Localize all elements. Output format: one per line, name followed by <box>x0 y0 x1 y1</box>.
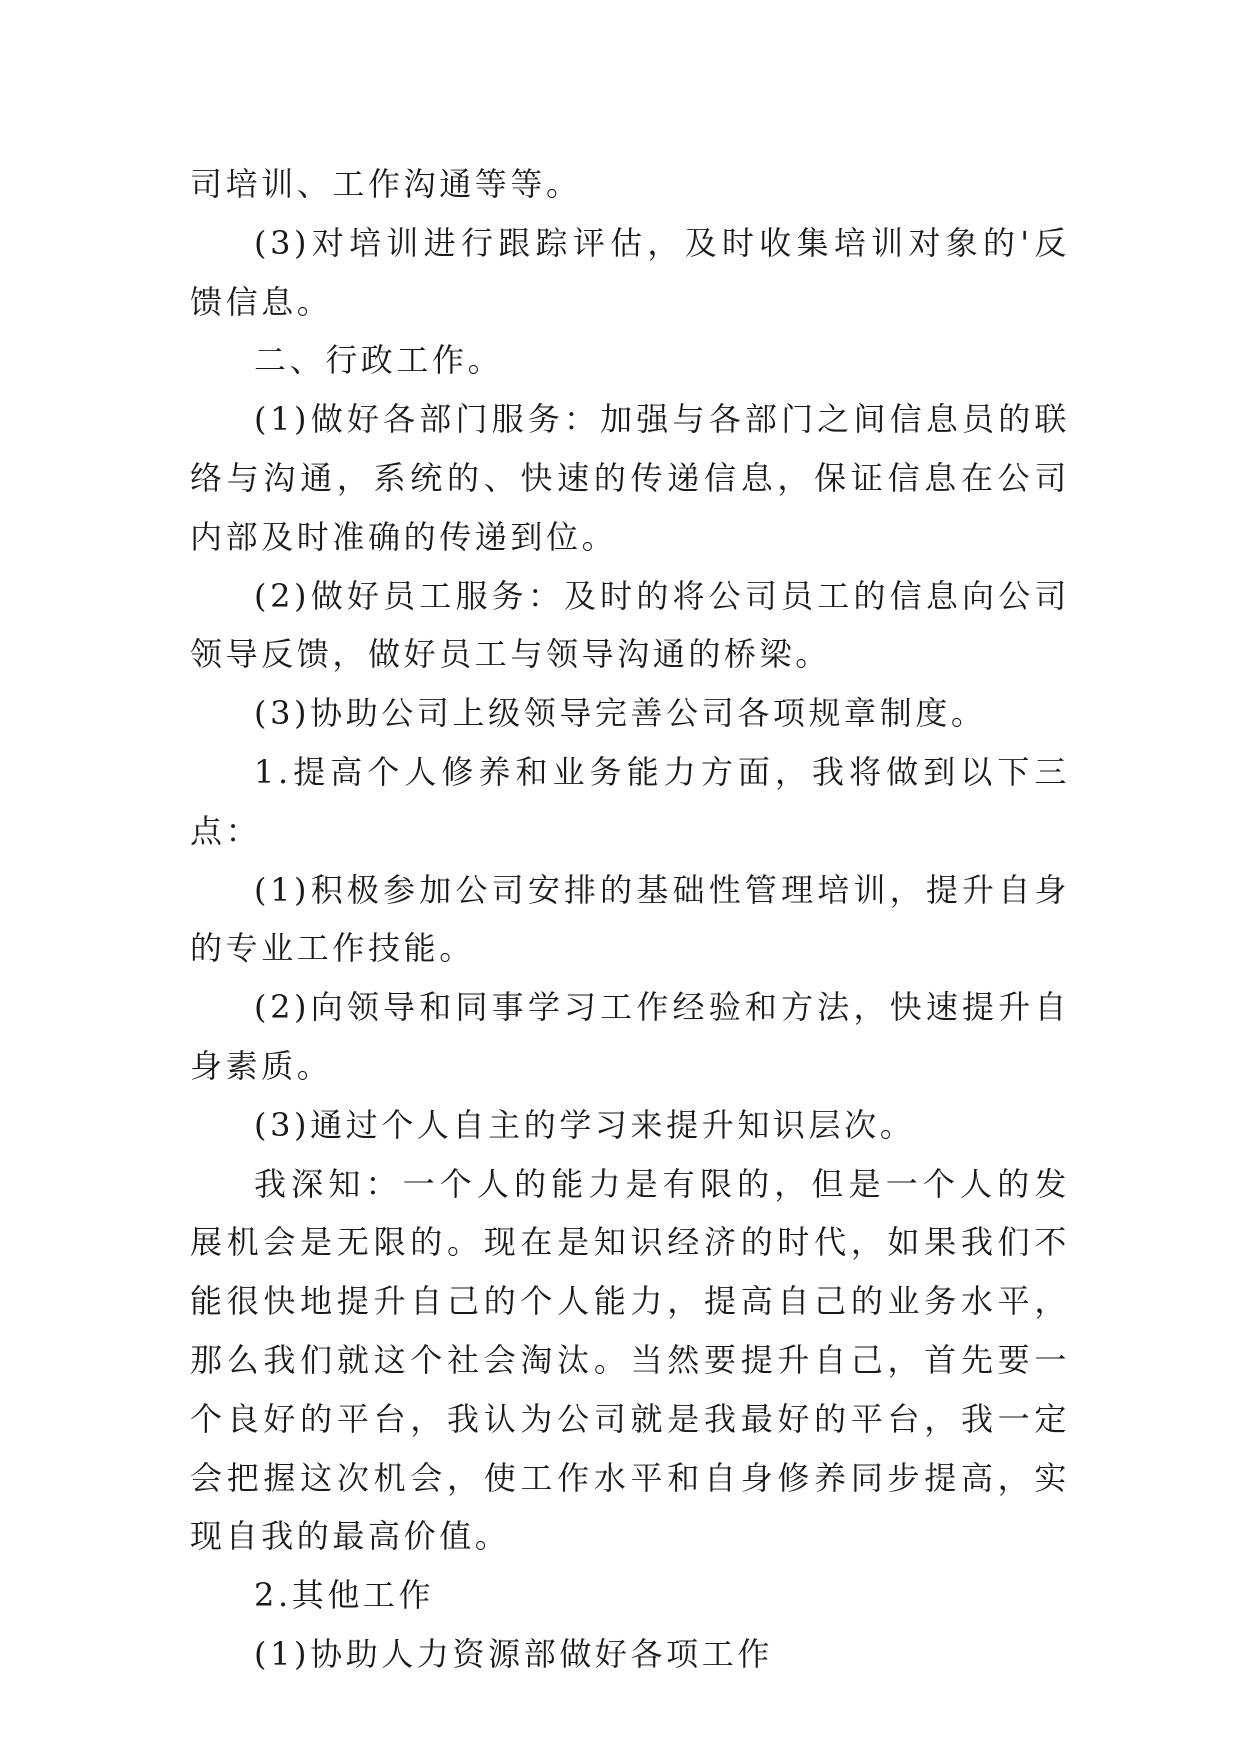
document-body <box>190 155 1070 1684</box>
paragraph: (3)对培训进行跟踪评估，及时收集培训对象的'反馈信息。 <box>190 223 1070 321</box>
paragraph: (2)向领导和同事学习工作经验和方法，快速提升自身素质。 <box>190 988 1070 1085</box>
paragraph: (2)做好员工服务：及时的将公司员工的信息向公司领导反馈，做好员工与领导沟通的桥梁。 <box>190 576 1070 674</box>
paragraph: (1)做好各部门服务：加强与各部门之间信息员的联络与沟通，系统的、快速的传递信息，保证信息在公司内部及时准确的传递到位。 <box>190 400 1070 556</box>
paragraph: 我深知：一个人的能力是有限的，但是一个人的发展机会是无限的。现在是知识经济的时代，如果我们不能很快地提升自己的个人能力，提高自己的业务水平，那么我们就这个社会淘汰。当然要提升自己，首先要一个良好的平台，我认为公司就是我最好的平台，我一定会把握这次机会，使工作水平和自身修养同步提高，实现自我的最高价值。 <box>190 1164 1070 1556</box>
section-heading: 二、行政工作。 <box>254 341 504 380</box>
paragraph: (1)积极参加公司安排的基础性管理培训，提升自身的专业工作技能。 <box>190 870 1070 968</box>
paragraph: 司培训、工作沟通等等。 <box>190 165 582 203</box>
paragraph: (3)通过个人自主的学习来提升知识层次。 <box>254 1105 916 1144</box>
paragraph: (1)协助人力资源部做好各项工作 <box>254 1634 773 1673</box>
paragraph: 1.提高个人修养和业务能力方面，我将做到以下三点： <box>190 752 1070 850</box>
paragraph: (3)协助公司上级领导完善公司各项规章制度。 <box>254 694 987 733</box>
section-heading: 2.其他工作 <box>254 1576 435 1615</box>
